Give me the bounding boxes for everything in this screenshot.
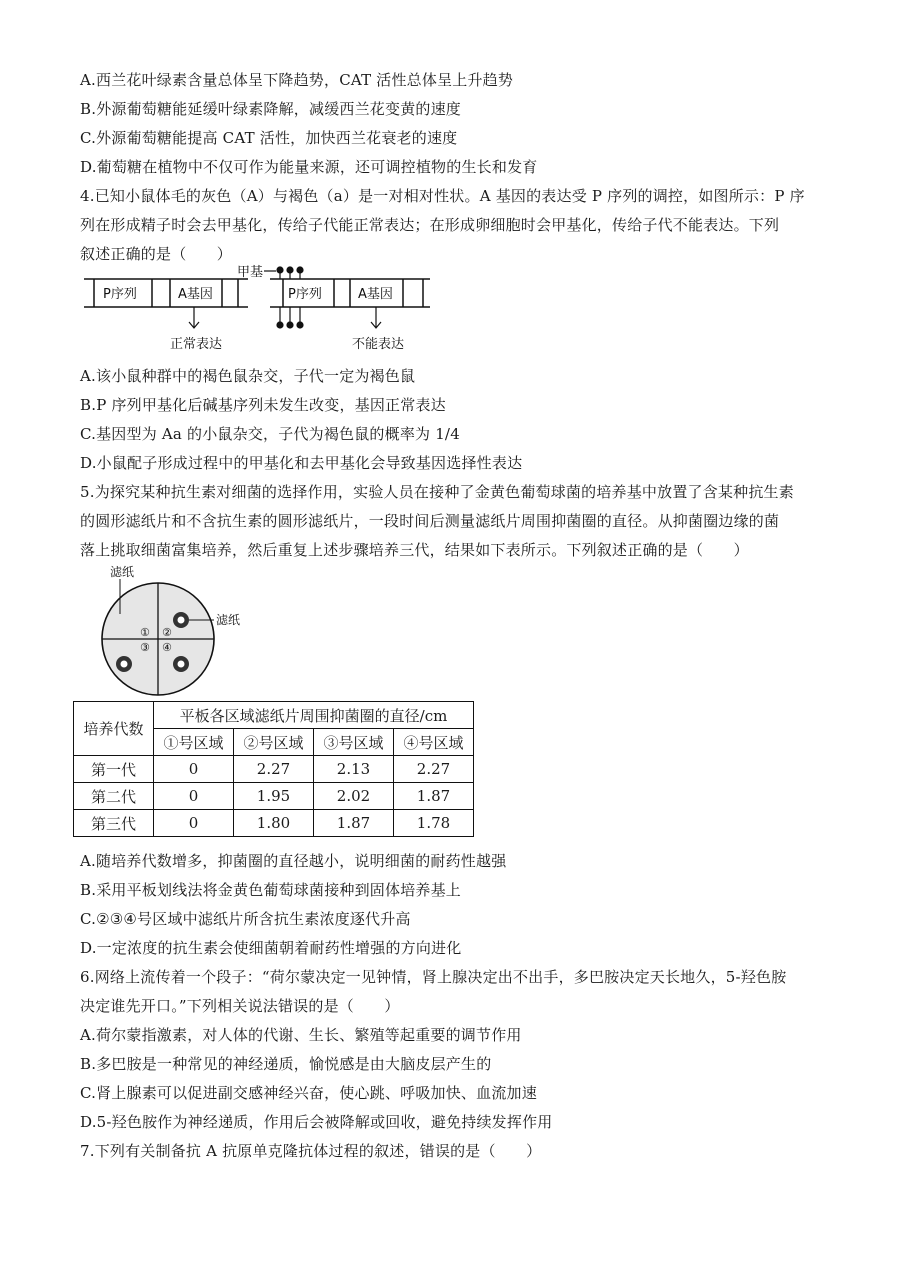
table-row (74, 756, 474, 783)
column-header: ②号区域 (234, 729, 314, 756)
petri-dish-diagram (80, 562, 255, 697)
methyl-label: 甲基 (237, 265, 264, 280)
q4-stem-line-3: 叙述正确的是（ ） (80, 245, 233, 263)
q5-stem-line-1: 5.为探究某种抗生素对细菌的选择作用，实验人员在接种了金黄色葡萄球菌的培养基中放置了含某种抗生素 (80, 483, 794, 501)
region-1-label: ① (140, 626, 150, 639)
table-cell: 0 (154, 756, 234, 783)
q3-option-a: A.西兰花叶绿素含量总体呈下降趋势，CAT 活性总体呈上升趋势 (80, 71, 514, 89)
q5-option-c: C.②③④号区域中滤纸片所含抗生素浓度逐代升高 (80, 910, 411, 928)
table-cell: 1.80 (234, 810, 314, 837)
table-cell: 2.27 (234, 756, 314, 783)
table-cell: 0 (154, 810, 234, 837)
dna-segment-methylated (237, 265, 430, 352)
row-label: 第三代 (74, 810, 154, 837)
q4-stem-line-1: 4.已知小鼠体毛的灰色（A）与褐色（a）是一对相对性状。A 基因的表达受 P 序列的调控，如图所示：P 序 (80, 187, 805, 205)
table-cell: 0 (154, 783, 234, 810)
row-label: 第二代 (74, 783, 154, 810)
table-cell: 1.87 (394, 783, 474, 810)
column-header: ④号区域 (394, 729, 474, 756)
table-cell: 1.87 (314, 810, 394, 837)
filter-paper-label-right: 滤纸 (216, 613, 241, 627)
inhibition-zone-table (73, 701, 474, 837)
p-sequence-label: P序列 (103, 287, 137, 302)
q5-option-a: A.随培养代数增多，抑菌圈的直径越小，说明细菌的耐药性越强 (80, 852, 507, 870)
table-row (74, 810, 474, 837)
group-header: 平板各区域滤纸片周围抑菌圈的直径/cm (154, 702, 474, 729)
a-gene-label: A基因 (358, 287, 393, 302)
normal-expression-label: 正常表达 (170, 337, 223, 352)
filter-paper-label-top: 滤纸 (110, 565, 135, 579)
cannot-express-label: 不能表达 (352, 337, 405, 352)
table-cell: 2.13 (314, 756, 394, 783)
q6-option-c: C.肾上腺素可以促进副交感神经兴奋，使心跳、呼吸加快、血流加速 (80, 1084, 537, 1102)
q6-stem-line-2: 决定谁先开口。”下列相关说法错误的是（ ） (80, 997, 400, 1015)
column-header: ①号区域 (154, 729, 234, 756)
table-cell: 1.78 (394, 810, 474, 837)
q4-option-b: B.P 序列甲基化后碱基序列未发生改变，基因正常表达 (80, 396, 446, 414)
table-cell: 2.02 (314, 783, 394, 810)
q4-option-c: C.基因型为 Aa 的小鼠杂交，子代为褐色鼠的概率为 1/4 (80, 425, 460, 443)
q4-stem-line-2: 列在形成精子时会去甲基化，传给子代能正常表达；在形成卵细胞时会甲基化，传给子代不能表达。下列 (80, 216, 780, 234)
q6-stem-line-1: 6.网络上流传着一个段子：“荷尔蒙决定一见钟情，肾上腺决定出不出手，多巴胺决定天长地久，5-羟色胺 (80, 968, 787, 986)
q5-stem-line-3: 落上挑取细菌富集培养，然后重复上述步骤培养三代，结果如下表所示。下列叙述正确的是（ ） (80, 541, 749, 559)
q6-option-b: B.多巴胺是一种常见的神经递质，愉悦感是由大脑皮层产生的 (80, 1055, 492, 1073)
q6-option-d: D.5-羟色胺作为神经递质，作用后会被降解或回收，避免持续发挥作用 (80, 1113, 553, 1131)
q3-option-d: D.葡萄糖在植物中不仅可作为能量来源，还可调控植物的生长和发育 (80, 158, 538, 176)
p-sequence-label: P序列 (288, 287, 322, 302)
region-3-label: ③ (140, 641, 150, 654)
table-row (74, 783, 474, 810)
region-2-label: ② (162, 626, 172, 639)
q4-option-d: D.小鼠配子形成过程中的甲基化和去甲基化会导致基因选择性表达 (80, 454, 523, 472)
q5-option-b: B.采用平板划线法将金黄色葡萄球菌接种到固体培养基上 (80, 881, 461, 899)
row-label: 第一代 (74, 756, 154, 783)
q3-option-c: C.外源葡萄糖能提高 CAT 活性，加快西兰花衰老的速度 (80, 129, 458, 147)
region-4-label: ④ (162, 641, 172, 654)
q6-option-a: A.荷尔蒙指激素，对人体的代谢、生长、繁殖等起重要的调节作用 (80, 1026, 522, 1044)
table-cell: 1.95 (234, 783, 314, 810)
methylation-diagram (80, 262, 430, 362)
q5-option-d: D.一定浓度的抗生素会使细菌朝着耐药性增强的方向进化 (80, 939, 462, 957)
row-header: 培养代数 (74, 702, 154, 756)
a-gene-label: A基因 (178, 287, 213, 302)
q7-stem: 7.下列有关制备抗 A 抗原单克隆抗体过程的叙述，错误的是（ ） (80, 1142, 542, 1160)
q3-option-b: B.外源葡萄糖能延缓叶绿素降解，减缓西兰花变黄的速度 (80, 100, 461, 118)
dna-segment-normal (84, 279, 248, 352)
column-header: ③号区域 (314, 729, 394, 756)
q4-option-a: A.该小鼠种群中的褐色鼠杂交，子代一定为褐色鼠 (80, 367, 416, 385)
table-cell: 2.27 (394, 756, 474, 783)
q5-stem-line-2: 的圆形滤纸片和不含抗生素的圆形滤纸片，一段时间后测量滤纸片周围抑菌圈的直径。从抑菌圈边缘的菌 (80, 512, 780, 530)
